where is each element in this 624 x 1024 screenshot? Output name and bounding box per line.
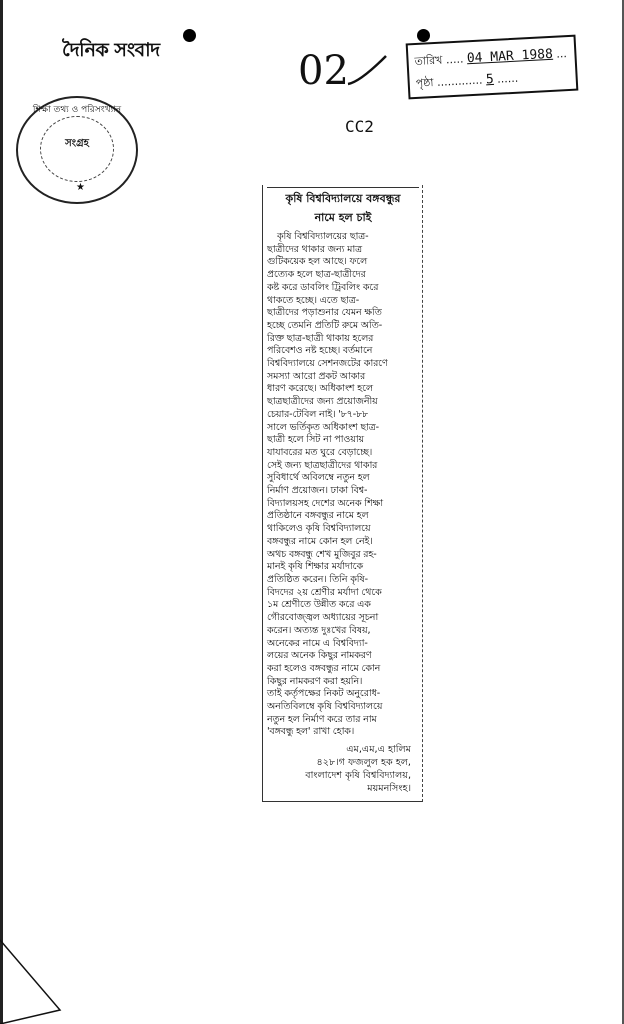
- article-line: কিছুর নামকরণ করা হয়নি।: [267, 675, 363, 687]
- article-line: করেন। অত্যন্ত দুঃখের বিষয়,: [267, 624, 371, 636]
- article-line: ছাত্রী হলে সিট না পাওয়ায়: [267, 434, 364, 446]
- punch-hole-mark: [183, 29, 196, 42]
- article-line: অনেকের নামে এ বিশ্ববিদ্যা-: [267, 637, 368, 649]
- folded-corner: [0, 930, 70, 1024]
- article-line: সমস্যা আরো প্রকট আকার: [267, 370, 366, 382]
- date-value: 04 MAR 1988: [466, 46, 554, 67]
- article-line: তাই কর্তৃপক্ষের নিকট অনুরোধ-: [267, 688, 381, 700]
- article-line: পরিবেশও নষ্ট হচ্ছে। বর্তমানে: [267, 345, 373, 357]
- article-title: কৃষি বিশ্ববিদ্যালয়ে বঙ্গবন্ধুর: [267, 187, 419, 209]
- article-line: সুবিধার্থে অবিলম্বে নতুন হল: [267, 472, 370, 484]
- article-body: [267, 231, 419, 739]
- signature-line: ময়মনসিংহ।: [367, 783, 411, 795]
- article-line: কষ্ট করে ডাবলিং ট্রিবলিং করে: [267, 281, 379, 293]
- article-line: সালে ভর্তিকৃত অধিকাংশ ছাত্র-: [267, 421, 379, 433]
- article-line: নির্মাণ প্রয়োজন। ঢাকা বিশ্ব-: [267, 485, 368, 497]
- article-line: যাযাবরের মত ঘুরে বেড়াচ্ছে।: [267, 446, 373, 458]
- article-line: প্রত্যেক হলে ছাত্র-ছাত্রীদের: [267, 269, 366, 281]
- star-icon: ★: [76, 182, 85, 193]
- article-line: 'বঙ্গবন্ধু হল' রাখা হোক।: [267, 726, 355, 738]
- article-line: থাকতে হচ্ছে। এতে ছাত্র-: [267, 294, 359, 306]
- article-signature: [267, 743, 419, 795]
- article-line: হচ্ছে তেমনি প্রতিটি রুমে অতি-: [267, 319, 382, 331]
- article-line: অথচ বঙ্গবন্ধু শেখ মুজিবুর রহ-: [267, 548, 377, 560]
- newspaper-clipping: [262, 185, 423, 802]
- article-subtitle: নামে হল চাই: [314, 211, 372, 224]
- article-line: বিদ্যালয়সহ দেশের অনেক শিক্ষা: [267, 497, 383, 509]
- signature-line: ৪২৮।গ ফজলুল হক হল,: [316, 757, 411, 769]
- article-line: বঙ্গবন্ধুর নামে কোন হল নেই।: [267, 535, 373, 547]
- article-line: কৃষি বিশ্ববিদ্যালয়ের ছাত্র-: [277, 231, 369, 242]
- date-stamp: তারিখ ..... 04 MAR 1988 ... পৃষ্ঠা ............. 5 ......: [406, 35, 579, 100]
- handwritten-number: 02: [298, 48, 349, 94]
- article-line: ছাত্রছাত্রীদের জন্য প্রয়োজনীয়: [267, 396, 378, 408]
- handwritten-stroke: [330, 52, 390, 92]
- article-line: নতুন হল নির্মাণ করে তার নাম: [267, 713, 377, 725]
- article-line: ধারণ করেছে। অধিকাংশ হলে: [267, 383, 373, 395]
- signature-line: এম,এম,এ হালিম: [346, 744, 411, 756]
- date-label: তারিখ: [414, 53, 443, 69]
- article-line: মানই কৃষি শিক্ষার মর্যাদাকে: [267, 561, 363, 573]
- article-line: প্রতিষ্ঠিত করেন। তিনি কৃষি-: [267, 573, 368, 585]
- article-line: অনতিবিলম্বে কৃষি বিশ্ববিদ্যালয়ে: [267, 701, 383, 713]
- article-line: প্রতিষ্ঠানে বঙ্গবন্ধুর নামে হল: [267, 510, 369, 522]
- article-line: লয়ের অনেক কিছুর নামকরণ: [267, 650, 372, 662]
- seal-ring-text: শিক্ষা তথ্য ও পরিসংখ্যান: [32, 105, 122, 115]
- article-line: ১ম শ্রেণীতে উন্নীত করে এক: [267, 599, 371, 611]
- article-line: ছাত্রীদের থাকার জন্য মাত্র: [267, 243, 362, 255]
- punch-hole-mark: [417, 29, 430, 42]
- article-line: করা হলেও বঙ্গবন্ধুর নামে কোন: [267, 662, 381, 674]
- article-line: বিশ্ববিদ্যালয়ে সেশনজটের কারণে: [267, 358, 388, 370]
- page-value: 5: [485, 71, 495, 88]
- article-line: চেয়ার-টেবিল নাই। '৮৭-৮৮: [267, 408, 369, 420]
- seal-center-text: সংগ্রহ: [65, 138, 89, 149]
- article-line: গৌরবোজ্জ্বল অধ্যায়ের সূচনা: [267, 612, 379, 624]
- article-line: রিক্ত ছাত্র-ছাত্রী থাকায় হলের: [267, 332, 374, 344]
- scan-edge-left: [0, 0, 3, 1024]
- signature-line: বাংলাদেশ কৃষি বিশ্ববিদ্যালয়,: [305, 770, 411, 782]
- page-label: পৃষ্ঠা: [415, 76, 434, 91]
- article-line: সেই জন্য ছাত্রছাত্রীদের থাকার: [267, 459, 378, 471]
- library-seal: [16, 96, 138, 204]
- article-line: ছাত্রীদের পড়াশুনার যেমন ক্ষতি: [267, 307, 382, 319]
- article-line: থাকিলেও কৃষি বিশ্ববিদ্যালয়ে: [267, 523, 371, 535]
- article-line: বিদদের ২য় শ্রেণীর মর্যাদা থেকে: [267, 586, 382, 598]
- newspaper-name: দৈনিক সংবাদ: [62, 39, 160, 61]
- file-code: CC2: [345, 117, 374, 136]
- article-line: গুটিকয়েক হল আছে। ফলে: [267, 256, 368, 268]
